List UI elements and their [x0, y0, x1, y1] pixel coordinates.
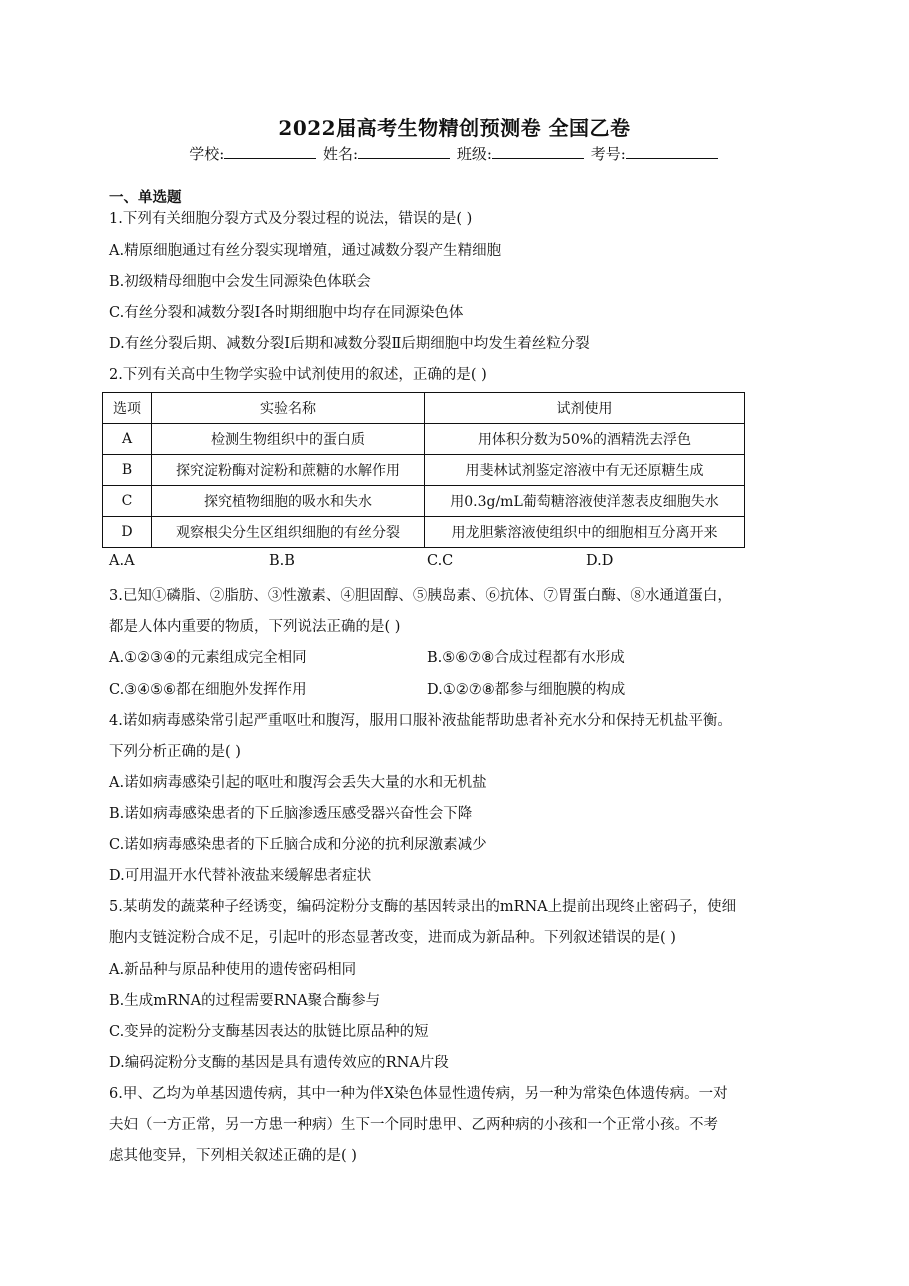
- school-label: 学校:: [189, 145, 225, 163]
- table-cell: C: [103, 486, 152, 517]
- q4-stem-line2: 下列分析正确的是( ): [109, 744, 241, 760]
- q3-option-c: C.③④⑤⑥都在细胞外发挥作用: [109, 682, 307, 698]
- q4-option-d: D.可用温开水代替补液盐来缓解患者症状: [109, 868, 372, 884]
- q6-stem-line1: 6.甲、乙均为单基因遗传病，其中一种为伴X染色体显性遗传病，另一种为常染色体遗传病。一对: [109, 1086, 728, 1102]
- school-blank[interactable]: [224, 144, 316, 159]
- table-row: [103, 424, 745, 455]
- table-cell: A: [103, 424, 152, 455]
- q1-option-c: C.有丝分裂和减数分裂Ⅰ各时期细胞中均存在同源染色体: [109, 305, 464, 321]
- class-blank[interactable]: [492, 144, 584, 159]
- q2-options: [109, 553, 749, 573]
- table-cell: 用斐林试剂鉴定溶液中有无还原糖生成: [425, 455, 745, 486]
- q5-stem-line2: 胞内支链淀粉合成不足，引起叶的形态显著改变，进而成为新品种。下列叙述错误的是( ): [109, 930, 676, 946]
- name-blank[interactable]: [358, 144, 450, 159]
- q3-option-a: A.①②③④的元素组成完全相同: [109, 650, 307, 666]
- q5-option-b: B.生成mRNA的过程需要RNA聚合酶参与: [109, 993, 381, 1009]
- table-header: 实验名称: [152, 393, 425, 424]
- q3-option-b: B.⑤⑥⑦⑧合成过程都有水形成: [427, 650, 625, 666]
- q2-table: [102, 392, 745, 548]
- q1-option-a: A.精原细胞通过有丝分裂实现增殖，通过减数分裂产生精细胞: [109, 243, 502, 259]
- section-heading: 一、单选题: [109, 189, 182, 206]
- q4-option-c: C.诺如病毒感染患者的下丘脑合成和分泌的抗利尿激素减少: [109, 837, 487, 853]
- q2-option-a: A.A: [109, 553, 135, 569]
- table-header: 试剂使用: [425, 393, 745, 424]
- exam-number-label: 考号:: [590, 145, 626, 163]
- q2-option-c: C.C: [427, 553, 454, 569]
- q6-stem-line2: 夫妇（一方正常，另一方患一种病）生下一个同时患甲、乙两种病的小孩和一个正常小孩。不考: [109, 1117, 718, 1133]
- q1-stem: 1.下列有关细胞分裂方式及分裂过程的说法，错误的是( ): [109, 211, 473, 227]
- q5-option-a: A.新品种与原品种使用的遗传密码相同: [109, 962, 357, 978]
- q5-option-d: D.编码淀粉分支酶的基因是具有遗传效应的RNA片段: [109, 1055, 449, 1071]
- table-cell: 观察根尖分生区组织细胞的有丝分裂: [152, 517, 425, 548]
- q1-option-d: D.有丝分裂后期、减数分裂Ⅰ后期和减数分裂Ⅱ后期细胞中均发生着丝粒分裂: [109, 336, 590, 352]
- table-cell: 用龙胆紫溶液使组织中的细胞相互分离开来: [425, 517, 745, 548]
- q3-option-d: D.①②⑦⑧都参与细胞膜的构成: [427, 682, 626, 698]
- table-cell: B: [103, 455, 152, 486]
- table-row: [103, 455, 745, 486]
- table-cell: 用0.3g/mL葡萄糖溶液使洋葱表皮细胞失水: [425, 486, 745, 517]
- table-row: [103, 517, 745, 548]
- q4-stem-line1: 4.诺如病毒感染常引起严重呕吐和腹泻，服用口服补液盐能帮助患者补充水分和保持无机盐平衡。: [109, 713, 732, 729]
- table-cell: 用体积分数为50%的酒精洗去浮色: [425, 424, 745, 455]
- table-cell: 检测生物组织中的蛋白质: [152, 424, 425, 455]
- q2-stem: 2.下列有关高中生物学实验中试剂使用的叙述，正确的是( ): [109, 367, 487, 383]
- exam-title: 2022届高考生物精创预测卷 全国乙卷: [278, 116, 631, 140]
- q5-stem-line1: 5.某萌发的蔬菜种子经诱变，编码淀粉分支酶的基因转录出的mRNA上提前出现终止密码子，使细: [109, 899, 737, 915]
- q4-option-a: A.诺如病毒感染引起的呕吐和腹泻会丢失大量的水和无机盐: [109, 775, 487, 791]
- name-label: 姓名:: [323, 145, 359, 163]
- q5-option-c: C.变异的淀粉分支酶基因表达的肽链比原品种的短: [109, 1024, 429, 1040]
- table-header: 选项: [103, 393, 152, 424]
- class-label: 班级:: [456, 145, 492, 163]
- q1-option-b: B.初级精母细胞中会发生同源染色体联会: [109, 274, 371, 290]
- q4-option-b: B.诺如病毒感染患者的下丘脑渗透压感受器兴奋性会下降: [109, 806, 473, 822]
- table-cell: 探究淀粉酶对淀粉和蔗糖的水解作用: [152, 455, 425, 486]
- q3-stem-line2: 都是人体内重要的物质，下列说法正确的是( ): [109, 619, 401, 635]
- table-header-row: [103, 393, 745, 424]
- exam-number-blank[interactable]: [626, 144, 718, 159]
- q2-option-d: D.D: [586, 553, 614, 569]
- table-row: [103, 486, 745, 517]
- q6-stem-line3: 虑其他变异，下列相关叙述正确的是( ): [109, 1148, 357, 1164]
- q3-stem-line1: 3.已知①磷脂、②脂肪、③性激素、④胆固醇、⑤胰岛素、⑥抗体、⑦胃蛋白酶、⑧水通道蛋白，: [109, 588, 732, 604]
- table-cell: D: [103, 517, 152, 548]
- student-info-line: [0, 143, 909, 164]
- table-cell: 探究植物细胞的吸水和失水: [152, 486, 425, 517]
- q2-option-b: B.B: [269, 553, 295, 569]
